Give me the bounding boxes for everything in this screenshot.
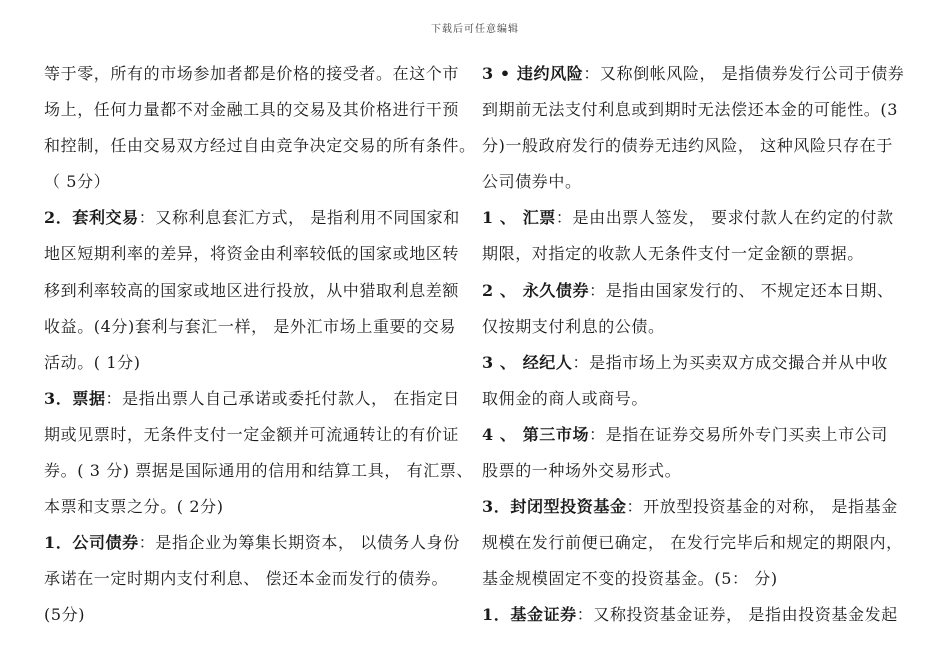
item-number: 2． xyxy=(44,208,73,228)
text-line xyxy=(44,309,474,345)
item-number: 3． xyxy=(482,497,511,517)
text-line xyxy=(44,164,474,200)
text-line xyxy=(482,561,912,597)
item-number: 3 、 xyxy=(482,352,523,372)
line-text: 移到利率较高的国家或地区进行投放，从中猎取利息差额 xyxy=(44,280,460,300)
line-text: 分)一般政府发行的债券无违约风险， 这种风险只存在于 xyxy=(482,136,893,156)
line-text: 基金规模固定不变的投资基金。(5： 分) xyxy=(482,569,778,589)
text-line xyxy=(482,164,912,200)
line-text: 地区短期利率的差异，将资金由利率较低的国家或地区转 xyxy=(44,244,460,264)
text-line xyxy=(44,453,474,489)
term-heading: 违约风险 xyxy=(516,64,584,83)
term-heading: 第三市场 xyxy=(522,424,590,444)
item-number: 1 、 xyxy=(482,208,523,228)
line-text: 规模在发行前便已确定， 在发行完毕后和规定的期限内， xyxy=(482,533,903,553)
line-text: 期或见票时，无条件支付一定金额并可流通转让的有价证 xyxy=(44,424,460,444)
line-text: 收益。(4分)套利与套汇一样， 是外汇市场上重要的交易 xyxy=(44,316,456,336)
text-line xyxy=(44,345,474,381)
line-text: ：是指企业为筹集长期资本， 以债务人身份 xyxy=(138,533,460,553)
text-line xyxy=(44,525,474,561)
line-text: 本票和支票之分。( 2分) xyxy=(44,497,224,517)
term-heading: 封闭型投资基金 xyxy=(510,497,627,517)
text-line xyxy=(482,236,912,272)
text-line xyxy=(44,597,474,633)
term-heading: 汇票 xyxy=(522,208,556,228)
page-header: 下载后可任意编辑 xyxy=(431,24,519,35)
term-heading: 基金证券 xyxy=(510,605,577,625)
item-number: 4 、 xyxy=(482,424,523,444)
line-text: 取佣金的商人或商号。 xyxy=(482,388,649,408)
line-text: ：是指由国家发行的、 不规定还本日期、 xyxy=(589,280,894,300)
line-text: 到期前无法支付利息或到期时无法偿还本金的可能性。(3 xyxy=(482,100,899,120)
text-line xyxy=(44,128,474,164)
text-line xyxy=(44,417,474,453)
item-number: 1． xyxy=(44,533,73,553)
line-text: (5分) xyxy=(44,605,86,625)
term-heading: 套利交易 xyxy=(72,208,139,228)
line-text: 承诺在一定时期内支付利息、 偿还本金而发行的债券。 xyxy=(44,569,449,589)
term-heading: 经纪人 xyxy=(522,352,573,372)
right-column xyxy=(482,56,912,634)
text-line xyxy=(482,273,912,309)
line-text: 公司债券中。 xyxy=(482,172,582,192)
text-line xyxy=(44,200,474,236)
text-line xyxy=(44,561,474,597)
text-line xyxy=(482,597,912,633)
line-text: （ 5分） xyxy=(44,172,111,192)
line-text: 券。( 3 分) 票据是国际通用的信用和结算工具， 有汇票、 xyxy=(44,461,474,481)
text-line xyxy=(482,489,912,525)
line-text: ：是指市场上为买卖双方成交撮合并从中收 xyxy=(572,352,888,372)
term-heading: 永久债券 xyxy=(522,280,590,300)
text-line xyxy=(482,417,912,453)
text-line xyxy=(44,56,474,92)
item-number: 3 • xyxy=(482,64,517,83)
line-text: ：又称倒帐风险， 是指债券发行公司于债券 xyxy=(583,64,905,83)
line-text: 和控制，任由交易双方经过自由竞争决定交易的所有条件。 xyxy=(44,136,476,156)
item-number: 2 、 xyxy=(482,280,523,300)
left-column xyxy=(44,56,474,634)
text-line xyxy=(44,92,474,128)
text-line xyxy=(44,273,474,309)
text-line xyxy=(482,345,912,381)
term-heading: 公司债券 xyxy=(72,533,139,553)
text-line xyxy=(482,453,912,489)
line-text: 仅按期支付利息的公债。 xyxy=(482,316,665,336)
term-heading: 票据 xyxy=(72,388,106,408)
line-text: 活动。( 1分) xyxy=(44,352,141,372)
line-text: 场上，任何力量都不对金融工具的交易及其价格进行干预 xyxy=(44,100,460,120)
line-text: ：是指出票人自己承诺或委托付款人， 在指定日 xyxy=(105,388,460,408)
text-line xyxy=(482,200,912,236)
text-line xyxy=(482,309,912,345)
text-line xyxy=(482,128,912,164)
item-number: 3． xyxy=(44,388,73,408)
text-line xyxy=(482,381,912,417)
line-text: ：又称利息套汇方式， 是指利用不同国家和 xyxy=(138,208,460,228)
text-line xyxy=(44,489,474,525)
line-text: ：又称投资基金证券， 是指由投资基金发起 xyxy=(576,605,898,625)
line-text: ：是由出票人签发， 要求付款人在约定的付款 xyxy=(555,208,894,228)
line-text: 等于零，所有的市场参加者都是价格的接受者。在这个市 xyxy=(44,64,460,83)
line-text: 股票的一种场外交易形式。 xyxy=(482,461,682,481)
text-line xyxy=(482,56,912,92)
text-line xyxy=(482,525,912,561)
text-line xyxy=(44,381,474,417)
line-text: 期限，对指定的收款人无条件支付一定金额的票据。 xyxy=(482,244,864,264)
line-text: ：是指在证券交易所外专门买卖上市公司 xyxy=(589,424,888,444)
text-line xyxy=(482,92,912,128)
item-number: 1． xyxy=(482,605,511,625)
line-text: ：开放型投资基金的对称， 是指基金 xyxy=(626,497,898,517)
text-line xyxy=(44,236,474,272)
